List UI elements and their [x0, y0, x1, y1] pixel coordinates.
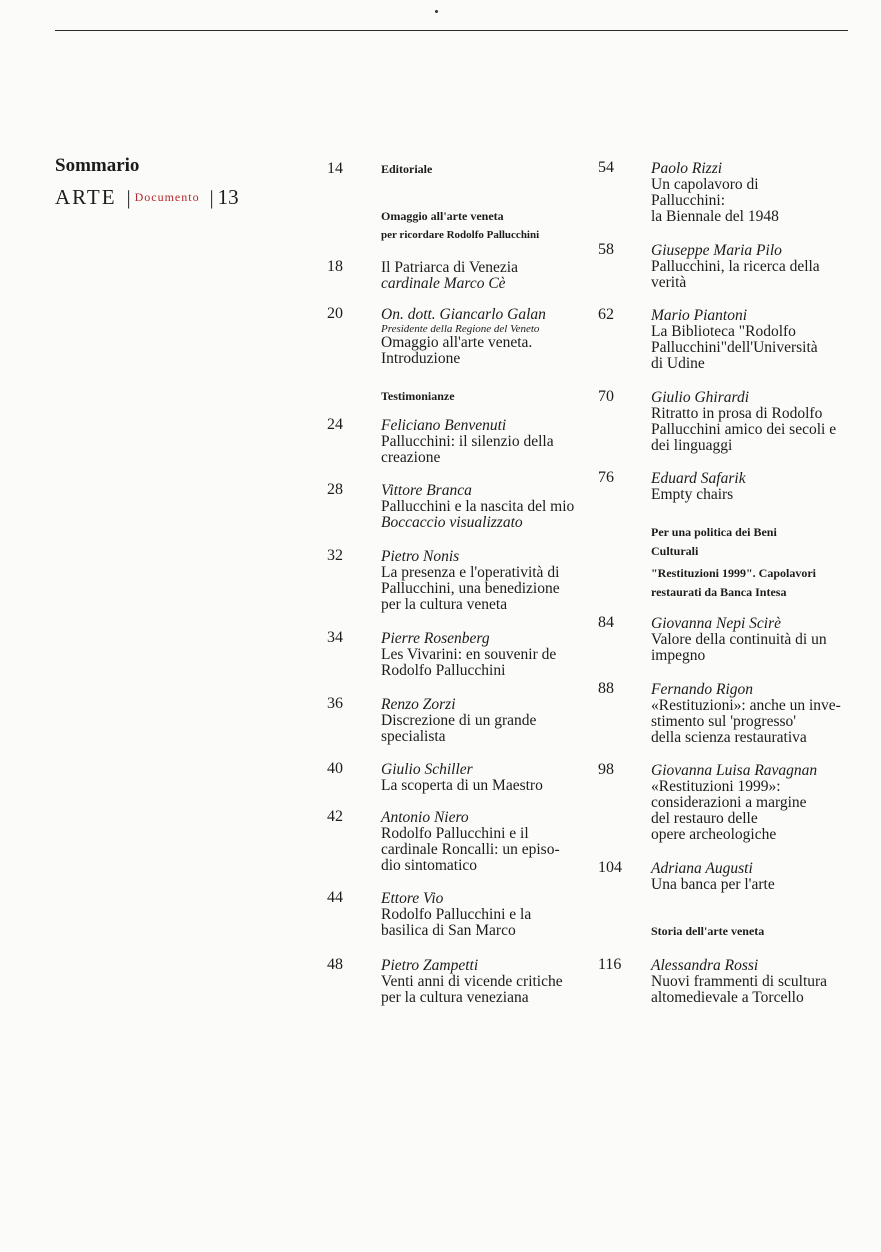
- toc-entry-title-line: Boccaccio visualizzato: [381, 514, 523, 531]
- toc-entry-author: Antonio Niero: [381, 809, 469, 826]
- toc-entry-title-line: la Biennale del 1948: [651, 208, 779, 225]
- toc-entry-title-line: «Restituzioni»: anche un inve-: [651, 697, 841, 714]
- toc-page-number: 20: [327, 305, 343, 322]
- toc-entry-title-line: per la cultura veneta: [381, 596, 508, 613]
- toc-entry-title-line: dio sintomatico: [381, 857, 478, 874]
- toc-entry-title-line: Pallucchini amico dei secoli e: [651, 421, 837, 438]
- toc-entry-title-line: Pallucchini:: [651, 192, 726, 209]
- toc-page-number: 58: [598, 241, 614, 258]
- toc-entry-title-line: Un capolavoro di: [651, 176, 759, 193]
- toc-entry[interactable]: [651, 958, 827, 1006]
- toc-page-number: 88: [598, 680, 614, 697]
- toc-entry-author: Giulio Schiller: [381, 761, 473, 778]
- page-title: Sommario: [55, 155, 140, 176]
- toc-entry[interactable]: [651, 161, 779, 225]
- toc-page-number: 62: [598, 306, 614, 323]
- toc-page-number: 42: [327, 808, 343, 825]
- toc-entry-title-line: Venti anni di vicende critiche: [381, 973, 563, 990]
- toc-entry-title-line: «Restituzioni 1999»:: [651, 778, 781, 795]
- toc-entry[interactable]: [381, 483, 574, 531]
- toc-entry-title-line: Ritratto in prosa di Rodolfo: [651, 405, 823, 422]
- toc-entry-title-line: Pallucchini, una benedizione: [381, 580, 560, 597]
- toc-entry-author: Renzo Zorzi: [381, 696, 456, 713]
- toc-entry-author: Giuseppe Maria Pilo: [651, 242, 782, 259]
- toc-entry[interactable]: [651, 763, 817, 843]
- toc-entry[interactable]: [381, 810, 560, 874]
- toc-section-heading: Omaggio all'arte veneta per ricordare Rodolfo Pallucchini: [381, 209, 540, 241]
- toc-entry-title-line: di Udine: [651, 355, 705, 372]
- toc-entry-author: Eduard Safarik: [651, 470, 746, 487]
- toc-entry: On. dott. Giancarlo Galan Presidente della Regione del Veneto Omaggio all'arte veneta. Introduzione: [381, 306, 546, 367]
- toc-entry[interactable]: [381, 762, 543, 794]
- toc-entry[interactable]: [651, 243, 820, 291]
- toc-entry-title-line: dei linguaggi: [651, 437, 733, 454]
- toc-entry-author: Pietro Zampetti: [381, 957, 479, 974]
- toc-entry-author: Pierre Rosenberg: [381, 630, 490, 647]
- toc-entry[interactable]: [651, 616, 827, 664]
- toc-entry-title-line: Valore della continuità di un: [651, 631, 827, 648]
- toc-entry-title-line: impegno: [651, 647, 706, 664]
- toc-entry-title-line: Les Vivarini: en souvenir de: [381, 646, 557, 663]
- toc-entry-author: Feliciano Benvenuti: [381, 417, 507, 434]
- toc-entry[interactable]: [651, 682, 841, 746]
- toc-page-number: 40: [327, 760, 343, 777]
- toc-entry-title-line: Pallucchini, la ricerca della: [651, 258, 820, 275]
- magazine-name: ARTE: [55, 185, 117, 209]
- toc-entry-title-line: cardinale Roncalli: un episo-: [381, 841, 560, 858]
- toc-entry[interactable]: [651, 308, 818, 372]
- toc-entry-author: Pietro Nonis: [381, 548, 460, 565]
- toc-section-heading: Storia dell'arte veneta: [651, 924, 765, 938]
- toc-entry[interactable]: [381, 418, 554, 466]
- toc-entry-author: Giovanna Luisa Ravagnan: [651, 762, 818, 779]
- toc-entry-title-line: altomedievale a Torcello: [651, 989, 804, 1006]
- toc-page-number: 18: [327, 258, 343, 275]
- toc-page-number: 104: [598, 859, 622, 876]
- toc-entry-author: Mario Piantoni: [651, 307, 748, 324]
- toc-entry-title-line: Rodolfo Pallucchini: [381, 662, 506, 679]
- toc-entry-title-line: Pallucchini: il silenzio della: [381, 433, 554, 450]
- toc-entry-title-line: considerazioni a margine: [651, 794, 807, 811]
- toc-page-number: 84: [598, 614, 614, 631]
- toc-page-number: 76: [598, 469, 614, 486]
- toc-entry[interactable]: [381, 697, 536, 745]
- toc-entry-title-line: Discrezione di un grande: [381, 712, 537, 729]
- magazine-masthead: ARTE | Documento | 13: [55, 185, 239, 209]
- section-label: Documento: [134, 190, 200, 204]
- toc-entry-title-line: per la cultura veneziana: [381, 989, 529, 1006]
- toc-entry-title-line: Empty chairs: [651, 486, 734, 503]
- toc-entry-title-line: stimento sul 'progresso': [651, 713, 797, 730]
- toc-entry[interactable]: [651, 471, 746, 503]
- decorative-dot: [435, 10, 438, 13]
- toc-page-number: 14: [327, 160, 343, 177]
- toc-entry-title-line: opere archeologiche: [651, 826, 777, 843]
- toc-page-number: 24: [327, 416, 343, 433]
- toc-entry-title-line: basilica di San Marco: [381, 922, 516, 939]
- toc-page-number: 98: [598, 761, 614, 778]
- toc-page-number: 116: [598, 956, 622, 973]
- toc-entry-author: Vittore Branca: [381, 482, 472, 499]
- toc-entry: Il Patriarca di Venezia cardinale Marco Cè: [381, 259, 518, 292]
- toc-entry-author: Fernando Rigon: [651, 681, 754, 698]
- toc-section-heading: Testimonianze: [381, 389, 455, 403]
- toc-entry[interactable]: [381, 958, 563, 1006]
- toc-entry-title-line: La scoperta di un Maestro: [381, 777, 543, 794]
- toc-entry[interactable]: [381, 549, 560, 613]
- toc-entry[interactable]: [651, 861, 775, 893]
- toc-entry-title-line: creazione: [381, 449, 441, 466]
- toc-entry-title-line: della scienza restaurativa: [651, 729, 807, 746]
- toc-page-number: 32: [327, 547, 343, 564]
- toc-entry-title-line: Nuovi frammenti di scultura: [651, 973, 828, 990]
- toc-entry[interactable]: [381, 631, 556, 679]
- issue-number: 13: [217, 185, 239, 209]
- toc-entry-title-line: Una banca per l'arte: [651, 876, 775, 893]
- toc-entry-author: Alessandra Rossi: [651, 957, 759, 974]
- toc-entry-title-line: del restauro delle: [651, 810, 758, 827]
- toc-page-number: 54: [598, 159, 614, 176]
- toc-entry-author: Paolo Rizzi: [651, 160, 723, 177]
- toc-page-number: 28: [327, 481, 343, 498]
- toc-entry-title-line: Pallucchini e la nascita del mio: [381, 498, 575, 515]
- toc-entry-author: Giulio Ghirardi: [651, 389, 750, 406]
- toc-entry-title-line: specialista: [381, 728, 446, 745]
- toc-page-number: 34: [327, 629, 343, 646]
- toc-section-heading: Per una politica dei Beni Culturali: [651, 525, 777, 558]
- toc-section-heading: Editoriale: [381, 162, 433, 176]
- toc-page-number: 36: [327, 695, 343, 712]
- toc-section-heading: "Restituzioni 1999". Capolavori restaurati da Banca Intesa: [651, 566, 816, 599]
- toc-entry-title-line: Rodolfo Pallucchini e la: [381, 906, 532, 923]
- toc-entry-title-line: La presenza e l'operatività di: [381, 564, 560, 581]
- toc-entry-title-line: La Biblioteca "Rodolfo: [651, 323, 796, 340]
- toc-entry-title-line: Pallucchini"dell'Università: [651, 339, 818, 356]
- toc-entry-title-line: verità: [651, 274, 687, 291]
- top-rule: [55, 30, 848, 31]
- toc-entry-title-line: Rodolfo Pallucchini e il: [381, 825, 529, 842]
- toc-page-number: 70: [598, 388, 614, 405]
- toc-entry[interactable]: [381, 891, 531, 939]
- toc-entry-author: Giovanna Nepi Scirè: [651, 615, 782, 632]
- toc-entry[interactable]: [651, 390, 836, 454]
- toc-page-number: 48: [327, 956, 343, 973]
- toc-entry-author: Adriana Augusti: [651, 860, 753, 877]
- toc-page-number: 44: [327, 889, 343, 906]
- toc-entry-author: Ettore Vio: [381, 890, 444, 907]
